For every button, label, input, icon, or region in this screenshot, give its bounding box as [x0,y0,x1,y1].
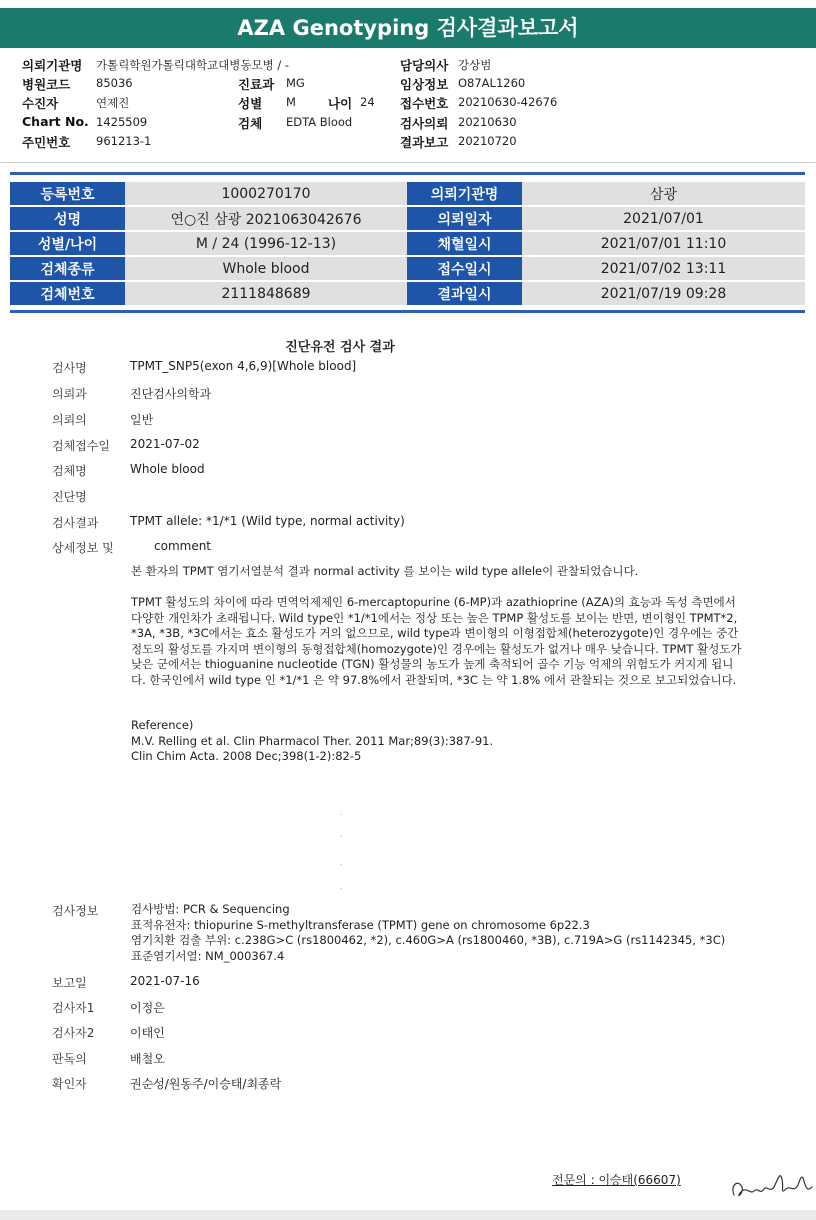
header-value: 24 [360,95,375,109]
comment-body: TPMT 활성도의 차이에 따라 면역억제제인 6-mercaptopurine (6-MP)과 azathioprine (AZA)의 효능과 독성 측면에서 다양한 개인차가 초래됩니다. Wild type인 *1/*1에서는 정상 또는 높은 TPMP 활성도를 보이는 반면, 변이형인 TPMT*2, *3A, *3B, *3C에서는 효소 활성도가 거의 없으므로, wild type과 변이형의 이형접합체(heterozygote)인 경우에는 중간 정도의 활성도를 가지며 변이형의 동형접합체(homozygote)인 경우에는 활성도가 없거나 매우 낮습니다. TPMT 활성도가 낮은 군에서는 thioguanine nucleotide (TGN) 활성물의 농도가 높게 축적되어 골수 기능 억제의 위험도가 커지게 됩니다. 한국인에서 wild type 인 *1/*1 은 약 97.8%에서 관찰되며, *3C 는 약 1.8% 에서 관찰되는 것으로 보고되었습니다. [131,595,742,687]
field-value: 배철오 [130,1052,165,1066]
info-value: M / 24 (1996-12-13) [125,232,407,255]
field-label: 검사명 [52,361,87,375]
header-label: 접수번호 [400,96,449,111]
header-label: 주민번호 [22,135,71,150]
header-label: 성별 [238,96,263,111]
field-label: 보고일 [52,976,87,990]
field-value: TPMT allele: *1/*1 (Wild type, normal activity) [130,514,405,528]
field-label: 상세정보 및 [52,541,114,555]
header-value: 20210720 [458,134,517,148]
header-label: Chart No. [22,114,89,129]
section-title: 진단유전 검사 결과 [285,340,395,355]
reference-item: M.V. Relling et al. Clin Pharmacol Ther. 2011 Mar;89(3):387-91. [131,734,494,748]
divider [0,162,816,163]
header-label: 수진자 [22,96,59,111]
scan-mark: . [340,858,343,867]
info-value: 2021/07/01 [522,207,805,230]
header-value: 1425509 [96,115,148,129]
field-label: 판독의 [52,1052,87,1066]
info-value: 2021/07/19 09:28 [522,282,805,305]
scan-mark: . [340,808,343,817]
scan-mark: . [340,882,343,891]
table-row [10,182,805,205]
comment-summary: 본 환자의 TPMT 염기서열분석 결과 normal activity 를 보이는 wild type allele이 관찰되었습니다. [131,564,639,578]
field-label: 검사결과 [52,516,99,530]
field-label: 검사자2 [52,1026,95,1040]
field-value: 권순성/원동주/이승태/최종락 [130,1077,282,1091]
header-value: 85036 [96,76,133,90]
header-value: 20210630-42676 [458,95,558,109]
field-label: 의뢰과 [52,387,87,401]
info-key: 의뢰기관명 [407,182,522,205]
test-info-line: 검사방법: PCR & Sequencing [131,902,290,916]
header-value: M [286,95,296,109]
info-value: 1000270170 [125,182,407,205]
header-value: EDTA Blood [286,115,353,129]
field-value: 이정은 [130,1001,165,1015]
divider [10,310,805,313]
info-key: 검체번호 [10,282,125,305]
info-key: 성별/나이 [10,232,125,255]
field-value: 일반 [130,413,154,427]
table-row [10,257,805,280]
field-value: comment [154,539,212,553]
field-value: 2021-07-02 [130,437,200,451]
field-value: 이태인 [130,1026,165,1040]
info-value: 2021/07/02 13:11 [522,257,805,280]
header-value: 20210630 [458,115,517,129]
header-label: 임상정보 [400,77,449,92]
field-label: 검체접수일 [52,439,110,453]
reference-title: Reference) [131,718,194,732]
info-value: 2111848689 [125,282,407,305]
header-value: MG [286,76,305,90]
info-key: 의뢰일자 [407,207,522,230]
header-label: 검사의뢰 [400,116,449,131]
header-label: 결과보고 [400,135,449,150]
info-key: 채혈일시 [407,232,522,255]
table-row [10,282,805,305]
page-bottom-edge [0,1210,816,1220]
test-info-block [131,902,725,964]
test-info-line: 표준염기서열: NM_000367.4 [131,948,285,963]
table-row [10,232,805,255]
test-info-line: 염기치환 검출 부위: c.238G>C (rs1800462, *2), c.460G>A (rs1800460, *3B), c.719A>G (rs1142345, *3C) [131,933,726,947]
test-info-line: 표적유전자: thiopurine S-methyltransferase (TPMT) gene on chromosome 6p22.3 [131,917,590,932]
field-label: 의뢰의 [52,413,87,427]
field-value: 2021-07-16 [130,974,200,988]
field-label: 검체명 [52,464,87,478]
handwritten-signature-icon [726,1165,816,1205]
field-value: Whole blood [130,462,205,476]
header-value: 961213-1 [96,134,152,148]
info-value: 2021/07/01 11:10 [522,232,805,255]
header-label: 병원코드 [22,77,71,92]
info-key: 성명 [10,207,125,230]
header-value: 강상범 [458,58,492,72]
header-value: O87AL1260 [458,76,526,90]
info-key: 결과일시 [407,282,522,305]
header-label: 나이 [328,96,353,111]
field-label: 검사자1 [52,1001,95,1015]
info-key: 등록번호 [10,182,125,205]
header-label: 검체 [238,116,263,131]
header-value: 연제진 [96,96,130,110]
header-label: 진료과 [238,77,275,92]
field-label: 검사정보 [52,904,99,918]
report-title: AZA Genotyping 검사결과보고서 [0,8,816,48]
field-label: 확인자 [52,1077,87,1091]
info-key: 검체종류 [10,257,125,280]
header-label: 담당의사 [400,58,449,73]
field-value: 진단검사의학과 [130,387,212,401]
info-value: 연○진 삼광 2021063042676 [125,207,407,230]
info-key: 접수일시 [407,257,522,280]
header-block [0,54,816,160]
divider [10,172,805,175]
header-value: 가톨릭학원가톨릭대학교대병동모병 / - [96,58,290,72]
table-row [10,207,805,230]
info-value: Whole blood [125,257,407,280]
scan-mark: . [340,830,343,839]
patient-info-table [10,180,805,307]
info-value: 삼광 [522,182,805,205]
field-label: 진단명 [52,490,87,504]
field-value: TPMT_SNP5(exon 4,6,9)[Whole blood] [130,359,357,373]
header-label: 의뢰기관명 [22,58,83,73]
specialist-signature-line: 전문의 : 이승태(66607) [552,1173,681,1187]
reference-item: Clin Chim Acta. 2008 Dec;398(1-2):82-5 [131,749,362,763]
